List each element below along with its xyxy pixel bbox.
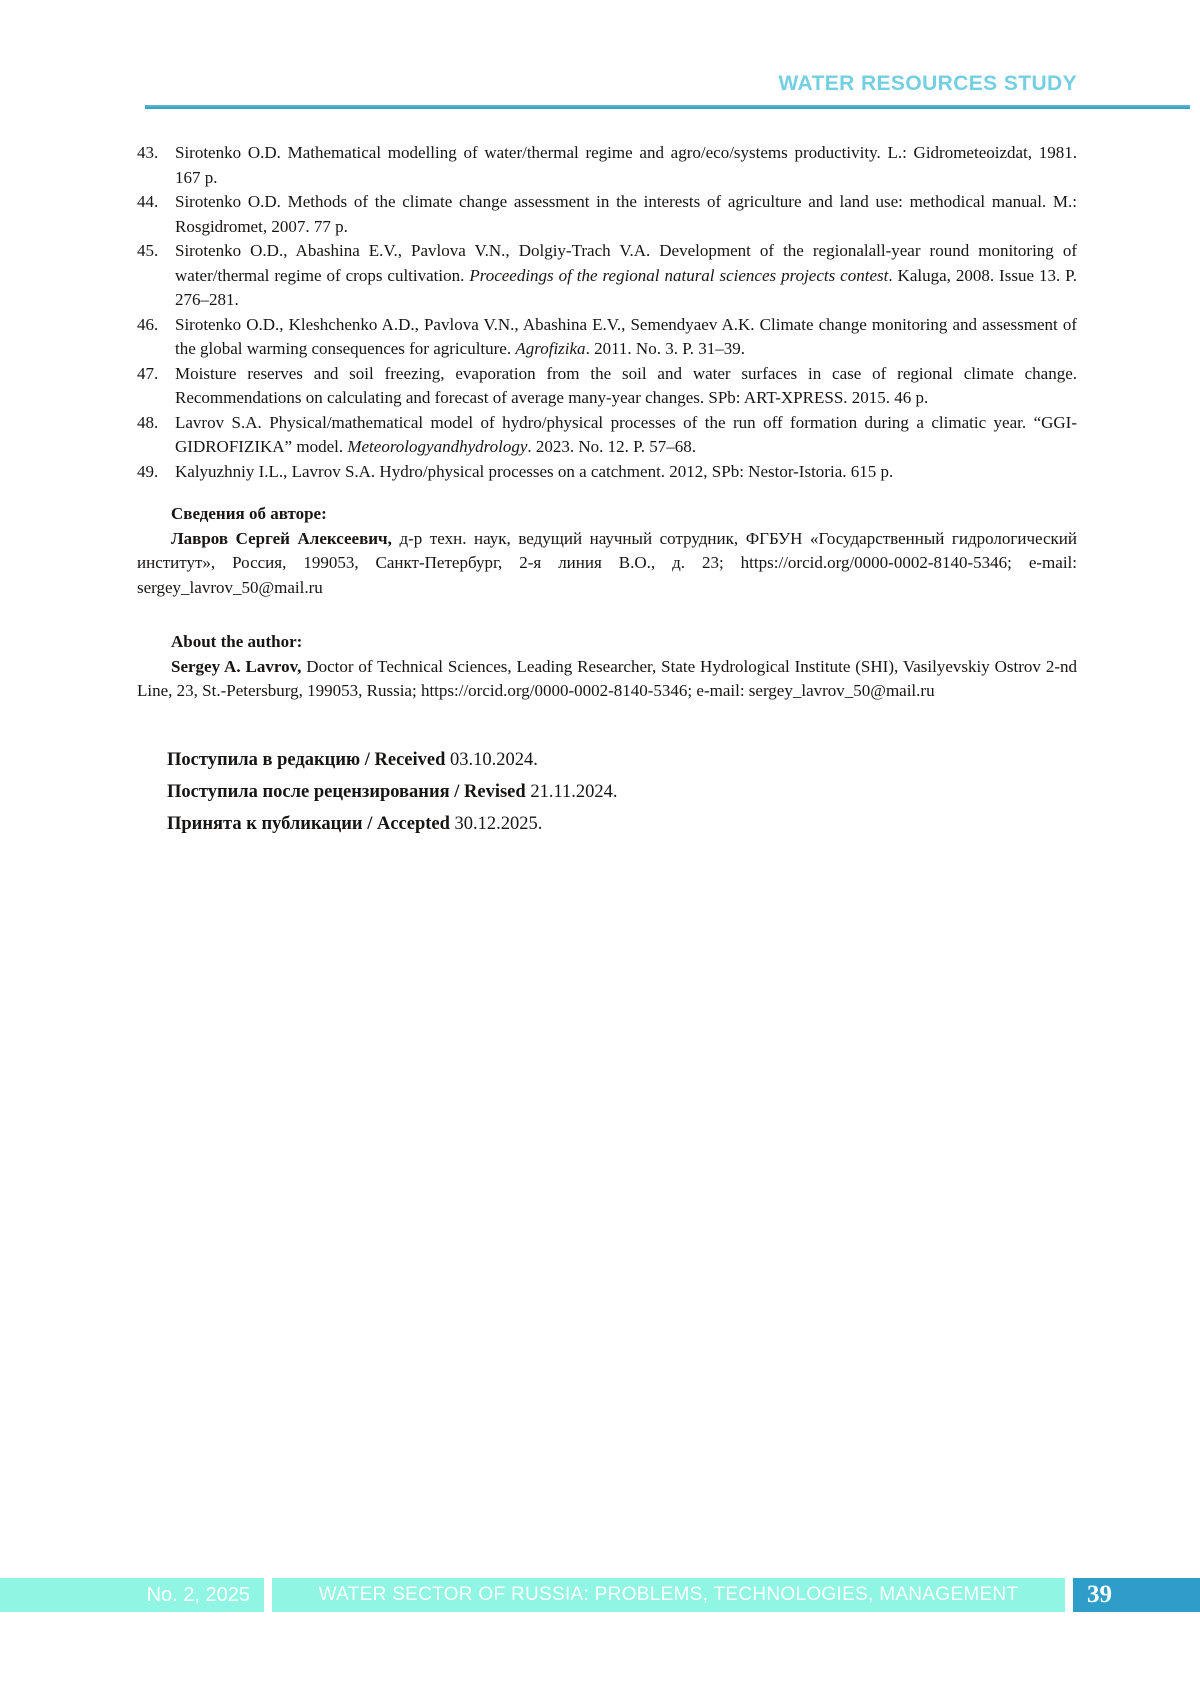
reference-text-segment: Sirotenko O.D. Mathematical modelling of water/thermal regime and agro/eco/systems productivity. L.: Gidrometeoizdat, 1981. 167 p. [175,143,1077,187]
reference-number: 43. [137,143,159,162]
reference-text-segment: Lavrov S.A. Physical/mathematical model of hydro/physical processes of the run off formation during a climatic year. “GGI-GIDROFIZIKA” model. [175,412,1077,456]
author-info-heading-en: About the author: [171,632,303,651]
reference-text-segment: . 2011. No. 3. P. 31–39. [585,339,746,358]
footer-journal-name: WATER SECTOR OF RUSSIA: PROBLEMS, TECHNOLOGIES, MANAGEMENT [272,1578,1065,1612]
footer-divider [264,1578,272,1612]
references-list [137,141,1077,484]
reference-text-segment: . Kaluga, 2008. Issue 13. P. 276–281. [175,265,1077,309]
reference-text-segment: Sirotenko O.D. Methods of the climate change assessment in the interests of agriculture and land use: methodical manual. M.: Rosgidromet, 2007. 77 p. [175,192,1077,236]
running-head-title: WATER RESOURCES STUDY [778,72,1077,95]
author-details-en: Doctor of Technical Sciences, Leading Researcher, State Hydrological Institute (SHI), Vasilyevskiy Ostrov 2-nd Line, 23, St.-Petersburg, 199053, Russia; https://orcid.org/0000-0002-8140-5346; e-mail: sergey_lavrov_50@mail.ru [137,656,1077,700]
footer-issue-number: No. 2, 2025 [0,1578,264,1612]
author-info-paragraph-ru [137,527,1077,601]
reference-number: 49. [137,461,159,481]
header-rule [145,105,1190,109]
submission-date-label: Поступила в редакцию / Received [167,749,446,770]
reference-number: 45. [137,241,159,260]
submission-date-label: Поступила после рецензирования / Revised [167,781,526,802]
author-name-ru: Лавров Сергей Алексеевич, [171,528,392,548]
author-info-heading-ru: Сведения об авторе: [171,504,327,523]
submission-date-value: 30.12.2025. [449,813,543,834]
reference-number: 47. [137,363,159,383]
reference-text-segment: Moisture reserves and soil freezing, evaporation from the soil and water surfaces in case of regional climate change. Recommendations on calculating and forecast of average many-year changes. SPb: ART-XPRESS. 2015. 46 p. [175,363,1077,407]
reference-number: 44. [137,192,159,211]
reference-item [137,460,1077,485]
reference-text-segment: Sirotenko O.D., Abashina E.V., Pavlova V.N., Dolgiy-Trach V.A. Development of the regionalall-year round monitoring of water/thermal regime of crops cultivation. [175,241,1077,285]
reference-number: 48. [137,412,159,432]
reference-text-segment: Sirotenko O.D., Kleshchenko A.D., Pavlova V.N., Abashina E.V., Semendyaev A.K. Climate change monitoring and assessment of the global warming consequences for agriculture. [175,314,1077,358]
author-details-ru: д-р техн. наук, ведущий научный сотрудник, ФГБУН «Государственный гидрологический институт», Россия, 199053, Санкт-Петербург, 2-я линия В.О., д. 23; https://orcid.org/0000-0002-8140-5346; e-mail: sergey_lavrov_50@mail.ru [137,528,1077,597]
reference-item [137,190,1077,239]
submission-date-value: 03.10.2024. [445,749,538,770]
reference-text-segment: . 2023. No. 12. P. 57–68. [527,437,696,456]
reference-item [137,362,1077,411]
reference-text-segment: Kalyuzhniy I.L., Lavrov S.A. Hydro/physical processes on a catchment. 2012, SPb: Nestor-Istoria. 615 p. [175,461,894,481]
reference-text-segment: Agrofizika [515,339,586,358]
submission-dates-block [137,744,1077,840]
author-name-en: Sergey A. Lavrov, [171,656,302,676]
submission-date-line [167,744,1077,776]
submission-date-line [167,808,1077,840]
footer-divider [1065,1578,1073,1612]
reference-text-segment: Meteorologyandhydrology [347,437,528,456]
page-content [137,141,1077,840]
reference-item [137,411,1077,460]
reference-number: 46. [137,314,159,334]
reference-item [137,239,1077,313]
reference-item [137,313,1077,362]
page-footer [0,1578,1200,1612]
submission-date-value: 21.11.2024. [525,781,618,802]
reference-item [137,141,1077,190]
submission-date-label: Принята к публикации / Accepted [167,813,450,834]
author-info-paragraph-en [137,655,1077,704]
submission-date-line [167,776,1077,808]
footer-page-number: 39 [1073,1578,1200,1612]
reference-text-segment: Proceedings of the regional natural sciences projects contest [469,265,889,285]
